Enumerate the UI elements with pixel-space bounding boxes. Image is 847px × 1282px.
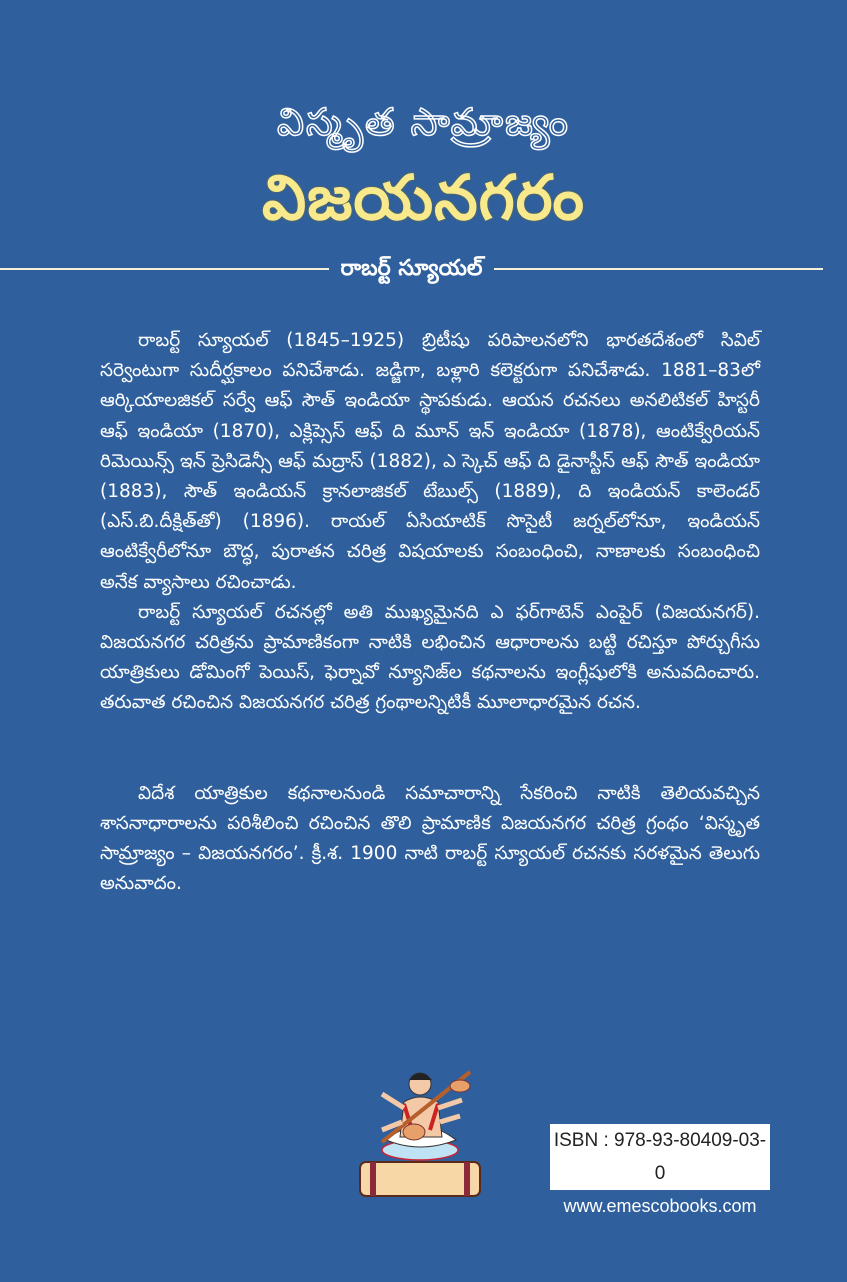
divider-right	[494, 268, 823, 270]
blurb-paragraph: రాబర్ట్ స్యూయల్ (1845–1925) బ్రిటీషు పరిపాలనలోని భారతదేశంలో సివిల్ సర్వెంటుగా సుదీర్ఘకాలం పనిచేశాడు. జడ్జిగా, బళ్లారి కలెక్టరుగా పనిచేశాడు. 1881–83లో ఆర్కియాలజికల్ సర్వే ఆఫ్ సౌత్ ఇండియా స్థాపకుడు. ఆయన రచనలు అనలిటికల్ హిస్టరీ ఆఫ్ ఇండియా (1870), ఎక్లిప్సెస్ ఆఫ్ ది మూన్ ఇన్ ఇండియా (1878), ఆంటిక్వేరియన్ రిమెయిన్స్ ఇన్ ప్రెసిడెన్సీ ఆఫ్ మద్రాస్ (1882), ఎ స్కెచ్ ఆఫ్ ది డైనాస్టీస్ ఆఫ్ సౌత్ ఇండియా (1883), సౌత్ ఇండియన్ క్రానలాజికల్ టేబుల్స్ (1889), ది ఇండియన్ కాలెండర్ (ఎస్.బి.దీక్షిత్‌తో) (1896). రాయల్ ఏసియాటిక్ సొసైటీ జర్నల్‌లోనూ, ఇండియన్ ఆంటిక్వేరీలోనూ బౌద్ధ, పురాతన చరిత్ర విషయాలకు సంబంధించి, నాణాలకు సంబంధించి అనేక వ్యాసాలు రచించాడు.	[100, 330, 760, 593]
saraswati-icon	[352, 1042, 492, 1202]
publisher-info	[550, 1124, 770, 1218]
book-title: విజయనగరం	[261, 161, 585, 234]
divider-left	[0, 268, 329, 270]
publisher-logo	[352, 1042, 492, 1202]
blurb-paragraph: విదేశ యాత్రికుల కథనాలనుండి సమాచారాన్ని సేకరించి నాటికి తెలియవచ్చిన శాసనాధారాలను పరిశీలించి రచించిన తొలి ప్రామాణిక విజయనగర చరిత్ర గ్రంథం ‘విస్మృత సామ్రాజ్యం – విజయనగరం’. క్రీ.శ. 1900 నాటి రాబర్ట్ స్యూయల్ రచనకు సరళమైన తెలుగు అనువాదం.	[100, 782, 760, 895]
isbn: ISBN : 978-93-80409-03-0	[550, 1124, 770, 1190]
footer	[0, 1012, 847, 1282]
blurb	[100, 326, 760, 899]
book-subtitle: విస్మృత సామ్రాజ్యం	[276, 100, 571, 144]
author-name: రాబర్ట్ స్యూయల్	[340, 256, 483, 281]
author-row	[0, 252, 847, 286]
publisher-website[interactable]: www.emescobooks.com	[563, 1196, 757, 1216]
blurb-paragraph: రాబర్ట్ స్యూయల్ రచనల్లో అతి ముఖ్యమైనది ఎ ఫర్‌గాటెన్ ఎంపైర్ (విజయనగర్). విజయనగర చరిత్రను ప్రామాణికంగా నాటికి లభించిన ఆధారాలను బట్టి రచిస్తూ పోర్చుగీసు యాత్రికులు డోమింగో పెయిస్, ఫెర్నావో న్యూనిజ్‌ల కథనాలను ఇంగ్లీషులోకి అనువదించారు. తరువాత రచించిన విజయనగర చరిత్ర గ్రంథాలన్నిటికీ మూలాధారమైన రచన.	[100, 601, 760, 714]
